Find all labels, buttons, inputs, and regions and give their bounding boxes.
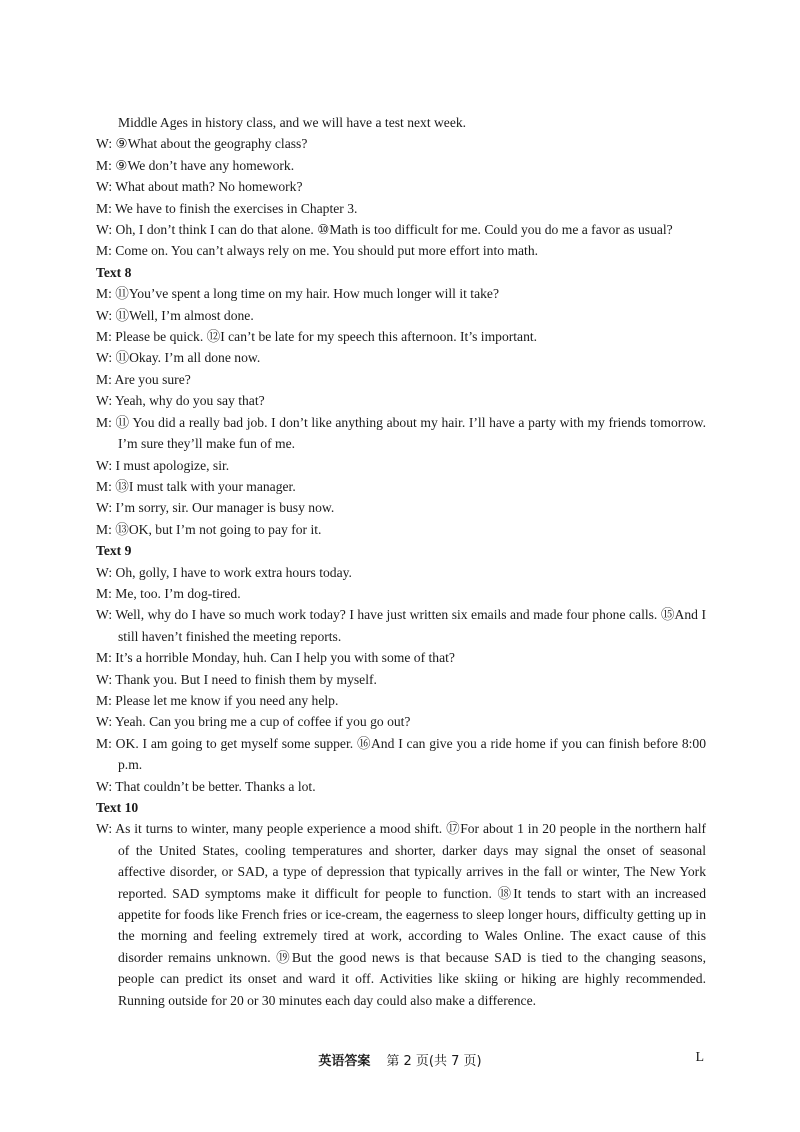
dialogue-line: W: Oh, golly, I have to work extra hours today. (96, 564, 352, 580)
dialogue-line: W: ⑨What about the geography class? (96, 136, 308, 152)
dialogue-line: W: Thank you. But I need to finish them by myself. (96, 671, 377, 687)
dialogue-line: M: ⑨We don’t have any homework. (96, 157, 295, 173)
page-number: 第 2 页(共 7 页) (386, 1054, 482, 1069)
dialogue-line: M: ⑬OK, but I’m not going to pay for it. (96, 521, 322, 537)
footer-mark: L (695, 1050, 704, 1065)
dialogue-line: M: Are you sure? (96, 371, 191, 387)
dialogue-line: M: Please be quick. ⑫I can’t be late for my speech this afternoon. It’s important. (96, 329, 538, 345)
document-body (96, 112, 706, 1011)
dialogue-line: W: Yeah, why do you say that? (96, 393, 265, 409)
dialogue-line: M: It’s a horrible Monday, huh. Can I help you with some of that? (96, 650, 455, 666)
dialogue-line: W: As it turns to winter, many people experience a mood shift. ⑰For about 1 in 20 people in the northern half of the United States, cooling temperatures and shorter, darker days may signal the onset of seasonal affective disorder, or SAD, a type of depression that typically arrives in the fall or winter, The New York reported. SAD symptoms make it difficult for people to function. ⑱It tends to start with an increased appetite for foods like French fries or ice-cream, the eagerness to sleep longer hours, difficulty getting up in the morning and feeling extremely tired at work, according to Wales Online. The exact cause of this disorder remains unknown. ⑲But the good news is that because SAD is tied to the changing seasons, people can predict its onset and ward it off. Activities like skiing or hiking are highly recommended. Running outside for 20 or 30 minutes each day could also make a difference. (96, 821, 706, 1008)
dialogue-line: Middle Ages in history class, and we will have a test next week. (118, 115, 467, 130)
page-footer (0, 1050, 800, 1074)
footer-center (0, 1050, 800, 1069)
section-heading: Text 10 (96, 800, 139, 815)
dialogue-line: W: I must apologize, sir. (96, 457, 230, 473)
footer-title: 英语答案 (318, 1054, 371, 1069)
dialogue-line: W: Yeah. Can you bring me a cup of coffee if you go out? (96, 714, 411, 730)
dialogue-line: W: Well, why do I have so much work today? I have just written six emails and made four phone calls. ⑮And I still haven’t finished the meeting reports. (96, 607, 706, 644)
dialogue-line: M: ⑪ You did a really bad job. I don’t like anything about my hair. I’ll have a party with my friends tomorrow. I’m sure they’ll make fun of me. (96, 414, 706, 452)
section-heading: Text 8 (96, 264, 132, 280)
dialogue-line: M: ⑪You’ve spent a long time on my hair. How much longer will it take? (96, 286, 499, 302)
dialogue-line: M: We have to finish the exercises in Chapter 3. (96, 200, 358, 216)
dialogue-line: M: ⑬I must talk with your manager. (96, 478, 296, 494)
dialogue-line: W: ⑪Well, I’m almost done. (96, 307, 254, 323)
dialogue-line: W: I’m sorry, sir. Our manager is busy now. (96, 500, 335, 516)
dialogue-line: W: Oh, I don’t think I can do that alone. ⑩Math is too difficult for me. Could you do me a favor as usual? (96, 222, 673, 238)
dialogue-line: W: What about math? No homework? (96, 179, 303, 195)
dialogue-line: M: OK. I am going to get myself some supper. ⑯And I can give you a ride home if you can finish before 8:00 p.m. (96, 735, 706, 773)
dialogue-line: M: Come on. You can’t always rely on me. You should put more effort into math. (96, 243, 539, 259)
section-heading: Text 9 (96, 543, 132, 559)
dialogue-line: M: Please let me know if you need any help. (96, 692, 339, 708)
dialogue-line: W: That couldn’t be better. Thanks a lot. (96, 778, 316, 794)
dialogue-line: W: ⑪Okay. I’m all done now. (96, 350, 261, 366)
dialogue-line: M: Me, too. I’m dog-tired. (96, 585, 241, 601)
